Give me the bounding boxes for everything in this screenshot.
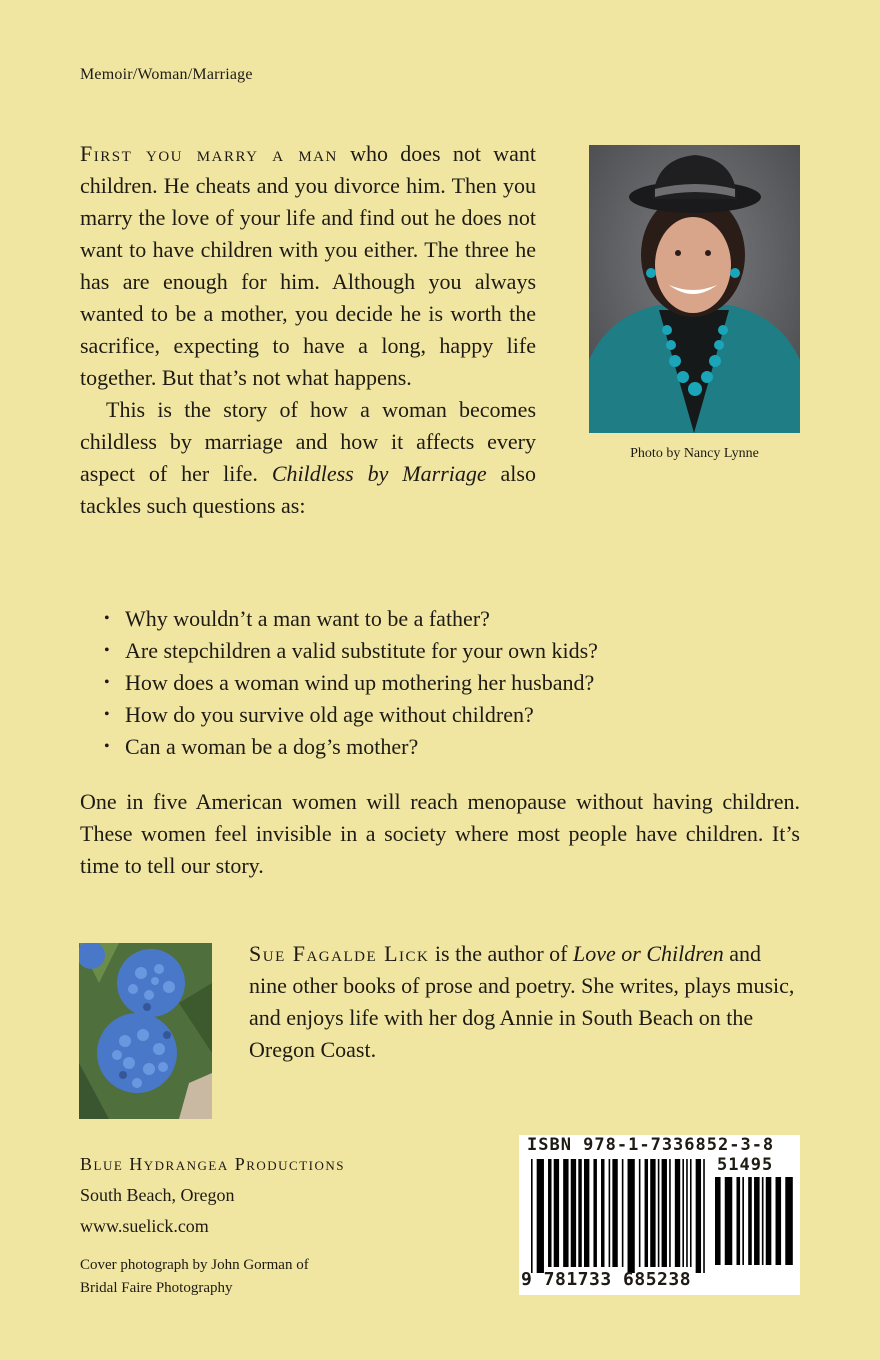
- question-text: How does a woman wind up mothering her husband?: [125, 670, 595, 695]
- barcode-bar: [571, 1159, 576, 1267]
- barcode-bar: [686, 1159, 688, 1267]
- barcode-bar: [762, 1177, 764, 1265]
- barcode-bar: [736, 1177, 740, 1265]
- list-item: [80, 635, 780, 667]
- barcode-bar: [690, 1159, 692, 1267]
- list-item: [80, 731, 780, 763]
- cover-credit: [80, 1254, 309, 1300]
- barcode-bar: [766, 1177, 772, 1265]
- addon-barcode-bars: [715, 1177, 797, 1267]
- barcode-bar: [658, 1159, 660, 1267]
- bullet-icon: •: [104, 738, 110, 755]
- intro-p2-after: also tackles such questions as:: [80, 461, 536, 518]
- author-photo: [589, 145, 800, 433]
- isbn-label: ISBN 978-1-7336852-3-8: [527, 1135, 775, 1155]
- list-item: [80, 699, 780, 731]
- barcode-bar: [650, 1159, 655, 1267]
- barcode-bar: [669, 1159, 671, 1267]
- hydrangea-illustration: [79, 943, 212, 1119]
- bullet-icon: •: [104, 674, 110, 691]
- intro-lead-caps: First you marry a man: [80, 141, 338, 166]
- barcode-bar: [584, 1159, 589, 1267]
- barcode-bar: [531, 1159, 533, 1273]
- bio-text-after: and nine other books of prose and poetry. She writes, plays music, and enjoys life with her dog Annie in South Beach on the Oregon Coast.: [249, 941, 795, 1062]
- price-code: 51495: [717, 1155, 774, 1175]
- barcode-bar: [748, 1177, 752, 1265]
- barcode-bar: [601, 1159, 604, 1267]
- barcode-bar: [675, 1159, 680, 1267]
- barcode-bar: [785, 1177, 793, 1265]
- barcode-bar: [725, 1177, 733, 1265]
- publisher-block: [80, 1149, 345, 1242]
- barcode-bar: [548, 1159, 551, 1267]
- barcode-bar: [703, 1159, 705, 1273]
- question-text: Are stepchildren a valid substitute for your own kids?: [125, 638, 598, 663]
- isbn-barcode: [519, 1135, 800, 1295]
- author-name: Sue Fagalde Lick: [249, 941, 430, 966]
- barcode-bar: [696, 1159, 701, 1273]
- intro-paragraph-2: [80, 394, 536, 522]
- barcode-bar: [554, 1159, 559, 1267]
- closing-paragraph: One in five American women will reach menopause without having children. These women feel invisible in a society where most people have children. It’s time to tell our story.: [80, 789, 800, 878]
- barcode-bar: [622, 1159, 624, 1267]
- publisher-location: South Beach, Oregon: [80, 1185, 235, 1205]
- list-item: [80, 603, 780, 635]
- intro-lead-rest: who does not want children. He cheats and you divorce him. Then you marry the love of your life and find out he does not want to have children with you either. The three he has are enough for him. Although you always wanted to be a mother, you decide he is worth the sacrifice, expecting to have a long, happy life together. But that’s not what happens.: [80, 141, 536, 390]
- bullet-icon: •: [104, 610, 110, 627]
- cover-credit-line-1: Cover photograph by John Gorman of: [80, 1257, 309, 1273]
- barcode-bar: [563, 1159, 568, 1267]
- barcode-bar: [742, 1177, 744, 1265]
- barcode-bar: [754, 1177, 760, 1265]
- intro-text: [80, 138, 536, 522]
- intro-paragraph-1: [80, 138, 536, 394]
- author-bio: [249, 938, 800, 1066]
- barcode-bar: [578, 1159, 581, 1267]
- bullet-icon: •: [104, 706, 110, 723]
- barcode-bar: [612, 1159, 617, 1267]
- author-portrait-illustration: [589, 145, 800, 433]
- barcode-bar: [537, 1159, 544, 1273]
- question-text: Why wouldn’t a man want to be a father?: [125, 606, 490, 631]
- book-title-childless: Childless by Marriage: [271, 461, 487, 486]
- hydrangea-photo: [79, 943, 212, 1119]
- question-text: Can a woman be a dog’s mother?: [125, 734, 419, 759]
- barcode-bar: [639, 1159, 641, 1267]
- questions-list: [80, 603, 780, 763]
- question-text: How do you survive old age without children?: [125, 702, 534, 727]
- bio-text-before: is the author of: [429, 941, 573, 966]
- barcode-bar: [628, 1159, 635, 1273]
- barcode-bar: [682, 1159, 684, 1267]
- barcode-bar: [715, 1177, 721, 1265]
- barcode-bar: [609, 1159, 611, 1267]
- book-title-love-or-children: Love or Children: [573, 941, 724, 966]
- category-label: Memoir/Woman/Marriage: [80, 66, 253, 83]
- ean-barcode-bars: [531, 1159, 707, 1275]
- publisher-website: www.suelick.com: [80, 1216, 209, 1236]
- ean-digits: 9 781733 685238: [521, 1269, 692, 1290]
- bullet-icon: •: [104, 642, 110, 659]
- intro-p2-before: This is the story of how a woman becomes childless by marriage and how it affects every aspect of her life.: [80, 397, 536, 486]
- photo-credit: Photo by Nancy Lynne: [630, 446, 759, 461]
- barcode-bar: [662, 1159, 667, 1267]
- barcode-bar: [645, 1159, 648, 1267]
- barcode-bar: [593, 1159, 596, 1267]
- cover-credit-line-2: Bridal Faire Photography: [80, 1280, 233, 1296]
- list-item: [80, 667, 780, 699]
- barcode-bar: [776, 1177, 782, 1265]
- publisher-name: Blue Hydrangea Productions: [80, 1154, 346, 1174]
